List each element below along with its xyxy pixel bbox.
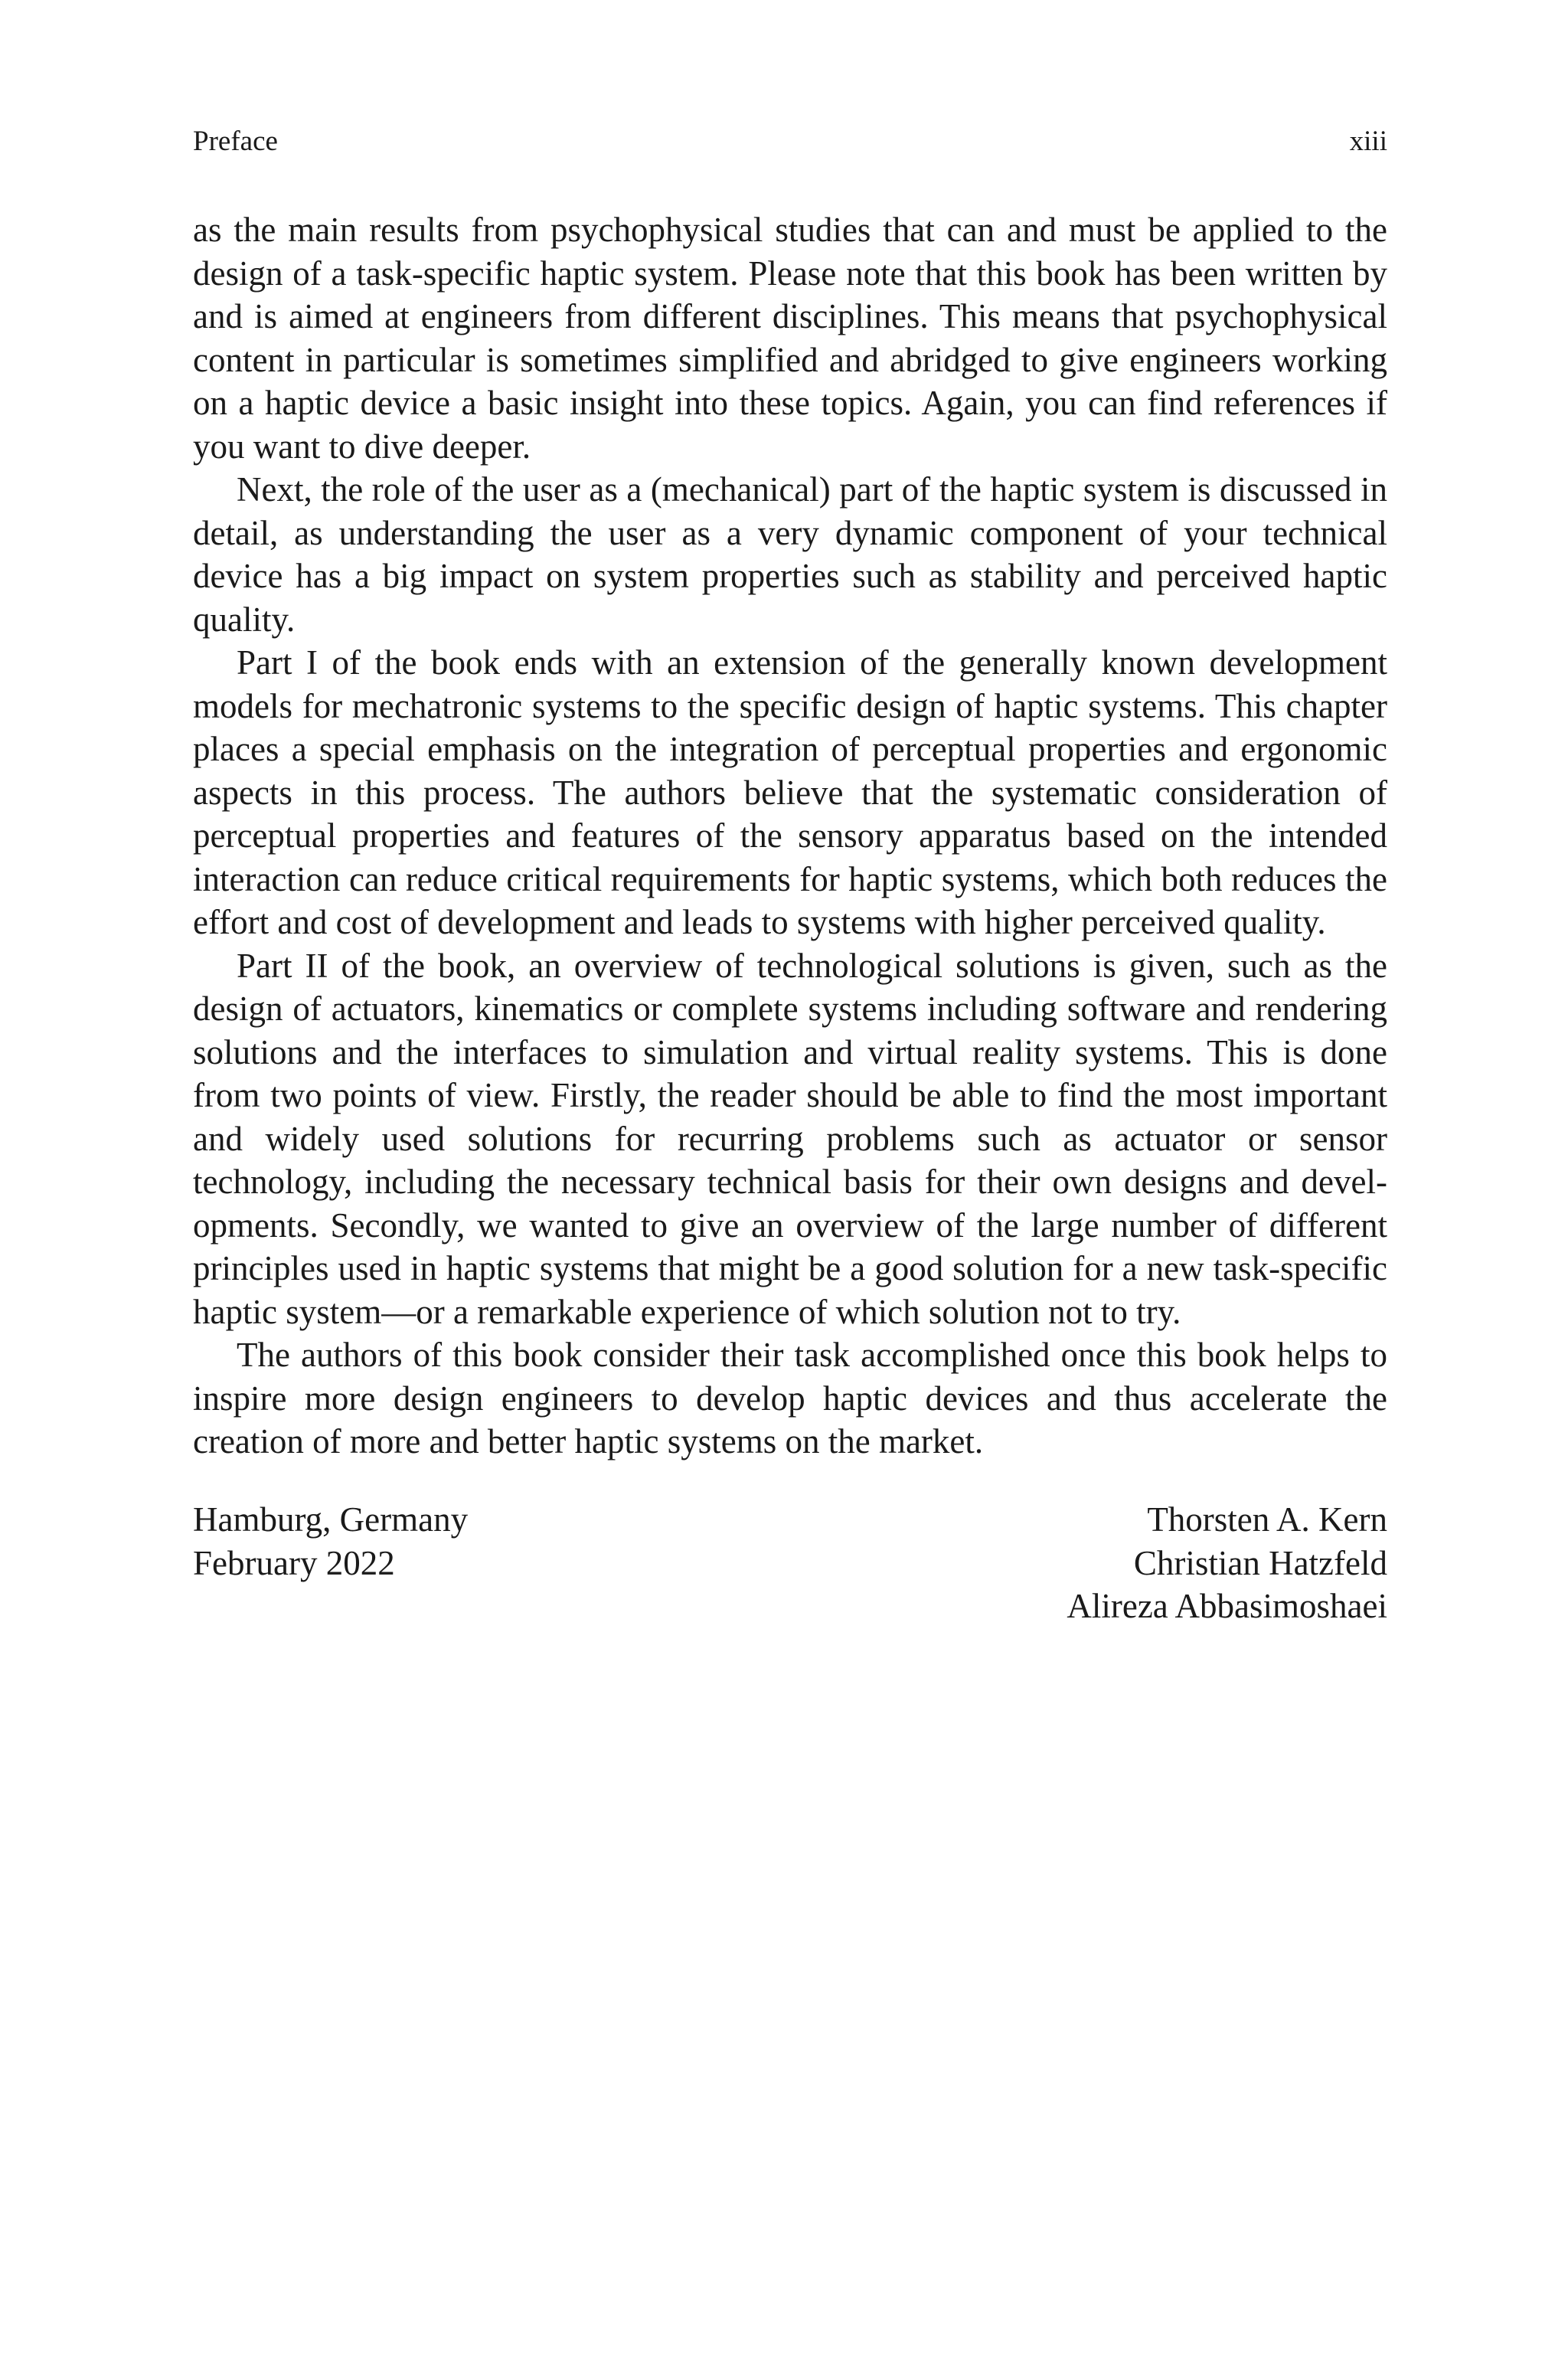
paragraph: Next, the role of the user as a (mechanical) part of the haptic system is discussed in detail, as understanding the user as a very dynamic component of your technical device has a big impact on system properties such as stability and perceived haptic quality.: [193, 470, 1387, 639]
place-and-date: [193, 1498, 468, 1585]
preface-body: [193, 208, 1387, 1464]
author-name: Alireza Abbasimoshaei: [1067, 1587, 1387, 1625]
paragraph: Part I of the book ends with an extension of the generally known development models for mechatronic systems to the specific design of haptic systems. This chapter places a special emphasis on the integration of perceptual properties and ergonomic aspects in this process. The authors believe that the systematic consideration of perceptual properties and features of the sensory apparatus based on the intended interaction can reduce critical requirements for haptic systems, which both reduces the effort and cost of development and leads to systems with higher perceived quality.: [193, 643, 1387, 941]
paragraph: The authors of this book consider their task accomplished once this book helps to inspire more design engineers to develop haptic devices and thus accelerate the creation of more and better haptic systems on the market.: [193, 1336, 1387, 1460]
signature-date: February 2022: [193, 1543, 395, 1582]
running-head: [193, 123, 1387, 161]
author-list: [1067, 1498, 1387, 1628]
running-head-section: Preface: [193, 126, 278, 157]
author-name: Thorsten A. Kern: [1147, 1500, 1387, 1539]
signature-place: Hamburg, Germany: [193, 1500, 469, 1539]
page-number: xiii: [1349, 126, 1387, 157]
author-name: Christian Hatzfeld: [1133, 1543, 1387, 1582]
paragraph: Part II of the book, an overview of technological solutions is given, such as the design of actuators, kinematics or complete systems including software and rendering solutions and the interfaces to simulation and virtual reality systems. This is done from two points of view. Firstly, the reader should be able to find the most important and widely used solutions for recurring problems such as actuator or sensor technology, including the necessary technical basis for their own designs and developments. Secondly, we wanted to give an overview of the large number of different principles used in haptic systems that might be a good solution for a new task-specific haptic system—or a remarkable experience of which solution not to try.: [193, 946, 1387, 1331]
paragraph: as the main results from psychophysical studies that can and must be applied to the design of a task-specific haptic system. Please note that this book has been written by and is aimed at engineers from different disciplines. This means that psychophysical content in particular is sometimes simplified and abridged to give engineers working on a haptic device a basic insight into these topics. Again, you can find references if you want to dive deeper.: [193, 211, 1387, 466]
